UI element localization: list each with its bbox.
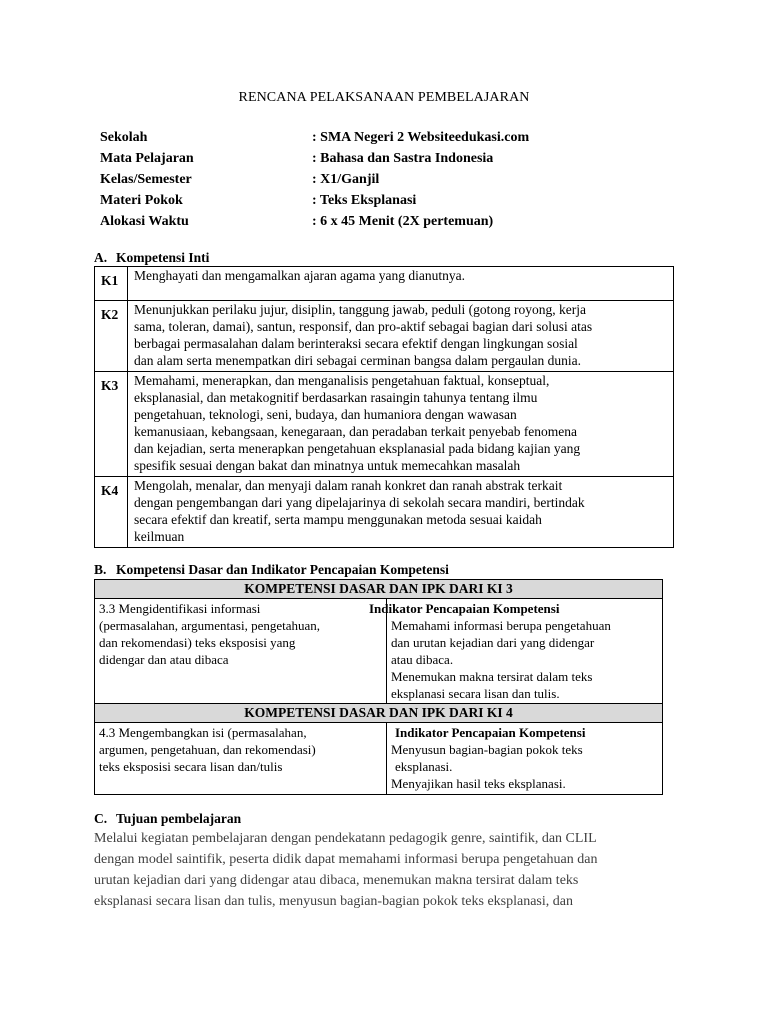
ki-line: berbagai permasalahan dalam berinteraksi secara efektif dengan lingkungan sosial	[134, 336, 578, 351]
identity-label: Materi Pokok	[100, 193, 183, 208]
ipk-line: Menemukan makna tersirat dalam teks	[391, 669, 593, 684]
ki-line: dengan pengembangan dari yang dipelajarinya di sekolah secara mandiri, bertindak	[134, 495, 585, 510]
identity-label: Sekolah	[100, 130, 148, 145]
ki-line: Memahami, menerapkan, dan menganalisis pengetahuan faktual, konseptual,	[134, 373, 550, 388]
paragraph-line: Melalui kegiatan pembelajaran dengan pendekatann pedagogik genre, saintifik, dan CLIL	[94, 831, 597, 846]
ipk-line: Memahami informasi berupa pengetahuan	[391, 618, 611, 633]
ki-code: K1	[95, 267, 128, 301]
ki-description	[128, 301, 674, 372]
ipk-title: Indikator Pencapaian Kompetensi	[369, 601, 560, 616]
section-b-title: Kompetensi Dasar dan Indikator Pencapaian Kompetensi	[116, 562, 449, 577]
ipk-line: Menyusun bagian-bagian pokok teks	[391, 742, 583, 757]
kd-line: 3.3 Mengidentifikasi informasi	[99, 601, 261, 616]
ki-line: secara efektif dan kreatif, serta mampu menggunakan metoda sesuai kaidah	[134, 512, 542, 527]
ipk-title: Indikator Pencapaian Kompetensi	[395, 725, 586, 740]
identity-value: : Teks Eksplanasi	[312, 193, 417, 208]
kd-line: didengar dan atau dibaca	[99, 652, 229, 667]
section-b-letter: B.	[94, 562, 107, 577]
section-a-letter: A.	[94, 250, 108, 265]
kd-cell	[95, 723, 387, 795]
tujuan-paragraph	[94, 828, 674, 912]
kd-line: 4.3 Mengembangkan isi (permasalahan,	[99, 725, 307, 740]
kd-line: (permasalahan, argumentasi, pengetahuan,	[99, 618, 321, 633]
section-c-heading	[94, 811, 241, 827]
ki-line: dan alam serta menempatkan diri sebagai cerminan bangsa dalam pergaulan dunia.	[134, 353, 581, 368]
ki-code: K4	[95, 477, 128, 548]
table-row	[95, 599, 663, 704]
ki-line: dan kejadian, serta menerapkan pengetahuan eksplanasial pada bidang kajian yang	[134, 441, 581, 456]
table-row	[95, 267, 674, 301]
kompetensi-inti-table	[94, 266, 674, 548]
section-c-title: Tujuan pembelajaran	[116, 811, 242, 826]
identity-value: : X1/Ganjil	[312, 172, 380, 187]
kd-cell	[95, 599, 387, 704]
kd-line: dan rekomendasi) teks eksposisi yang	[99, 635, 296, 650]
ipk-line: eksplanasi secara lisan dan tulis.	[391, 686, 560, 701]
ki-code: K2	[95, 301, 128, 372]
table-row	[95, 372, 674, 477]
identity-value: : Bahasa dan Sastra Indonesia	[312, 151, 494, 166]
identity-value: : 6 x 45 Menit (2X pertemuan)	[312, 214, 494, 229]
document-title: RENCANA PELAKSANAAN PEMBELAJARAN	[238, 90, 530, 105]
identity-label: Alokasi Waktu	[100, 214, 189, 229]
kd-line: teks eksposisi secara lisan dan/tulis	[99, 759, 283, 774]
identity-label: Kelas/Semester	[100, 172, 192, 187]
section-a-heading	[94, 250, 209, 266]
ipk-line: eksplanasi.	[395, 759, 453, 774]
table-row	[95, 477, 674, 548]
paragraph-line: dengan model saintifik, peserta didik dapat memahami informasi berupa pengetahuan dan	[94, 852, 598, 867]
ki-line: keilmuan	[134, 529, 185, 544]
section-c-letter: C.	[94, 811, 108, 826]
ki-line: Menghayati dan mengamalkan ajaran agama yang dianutnya.	[134, 268, 465, 283]
ki-description	[128, 477, 674, 548]
ki4-header: KOMPETENSI DASAR DAN IPK DARI KI 4	[95, 704, 663, 723]
kd-line: argumen, pengetahuan, dan rekomendasi)	[99, 742, 316, 757]
section-b-heading	[94, 562, 449, 578]
ki-code: K3	[95, 372, 128, 477]
identity-value: : SMA Negeri 2 Websiteedukasi.com	[312, 130, 530, 145]
ki-line: sama, toleran, damai), santun, responsif, dan pro-aktif sebagai bagian dari solusi atas	[134, 319, 593, 334]
table-row	[95, 580, 663, 599]
ipk-line: dan urutan kejadian dari yang didengar	[391, 635, 595, 650]
ipk-cell	[387, 723, 663, 795]
paragraph-line: urutan kejadian dari yang didengar atau dibaca, menemukan makna tersirat dalam teks	[94, 873, 579, 888]
table-row	[95, 704, 663, 723]
ki-line: kemanusiaan, kebangsaan, kenegaraan, dan peradaban terkait penyebab fenomena	[134, 424, 578, 439]
ipk-cell	[369, 599, 663, 704]
ki-line: Menunjukkan perilaku jujur, disiplin, tanggung jawab, peduli (gotong royong, kerja	[134, 302, 586, 317]
ki-line: pengetahuan, teknologi, seni, budaya, dan humaniora dengan wawasan	[134, 407, 517, 422]
ipk-line: atau dibaca.	[391, 652, 454, 667]
ipk-line: Menyajikan hasil teks eksplanasi.	[391, 776, 566, 791]
ki-description	[128, 372, 674, 477]
ki3-header: KOMPETENSI DASAR DAN IPK DARI KI 3	[95, 580, 663, 599]
ki-line: Mengolah, menalar, dan menyaji dalam ranah konkret dan ranah abstrak terkait	[134, 478, 563, 493]
ki-description	[128, 267, 674, 301]
ki-line: spesifik sesuai dengan bakat dan minatnya untuk memecahkan masalah	[134, 458, 521, 473]
ipk-title-clip	[369, 600, 658, 617]
kompetensi-dasar-table	[94, 579, 663, 795]
identity-label: Mata Pelajaran	[100, 151, 194, 166]
ki-line: eksplanasial, dan metakognitif berdasarkan rasaingin tahunya tentang ilmu	[134, 390, 538, 405]
table-row	[95, 301, 674, 372]
paragraph-line: eksplanasi secara lisan dan tulis, menyusun bagian-bagian pokok teks eksplanasi, dan	[94, 894, 573, 909]
section-a-title: Kompetensi Inti	[116, 250, 210, 265]
table-row	[95, 723, 663, 795]
